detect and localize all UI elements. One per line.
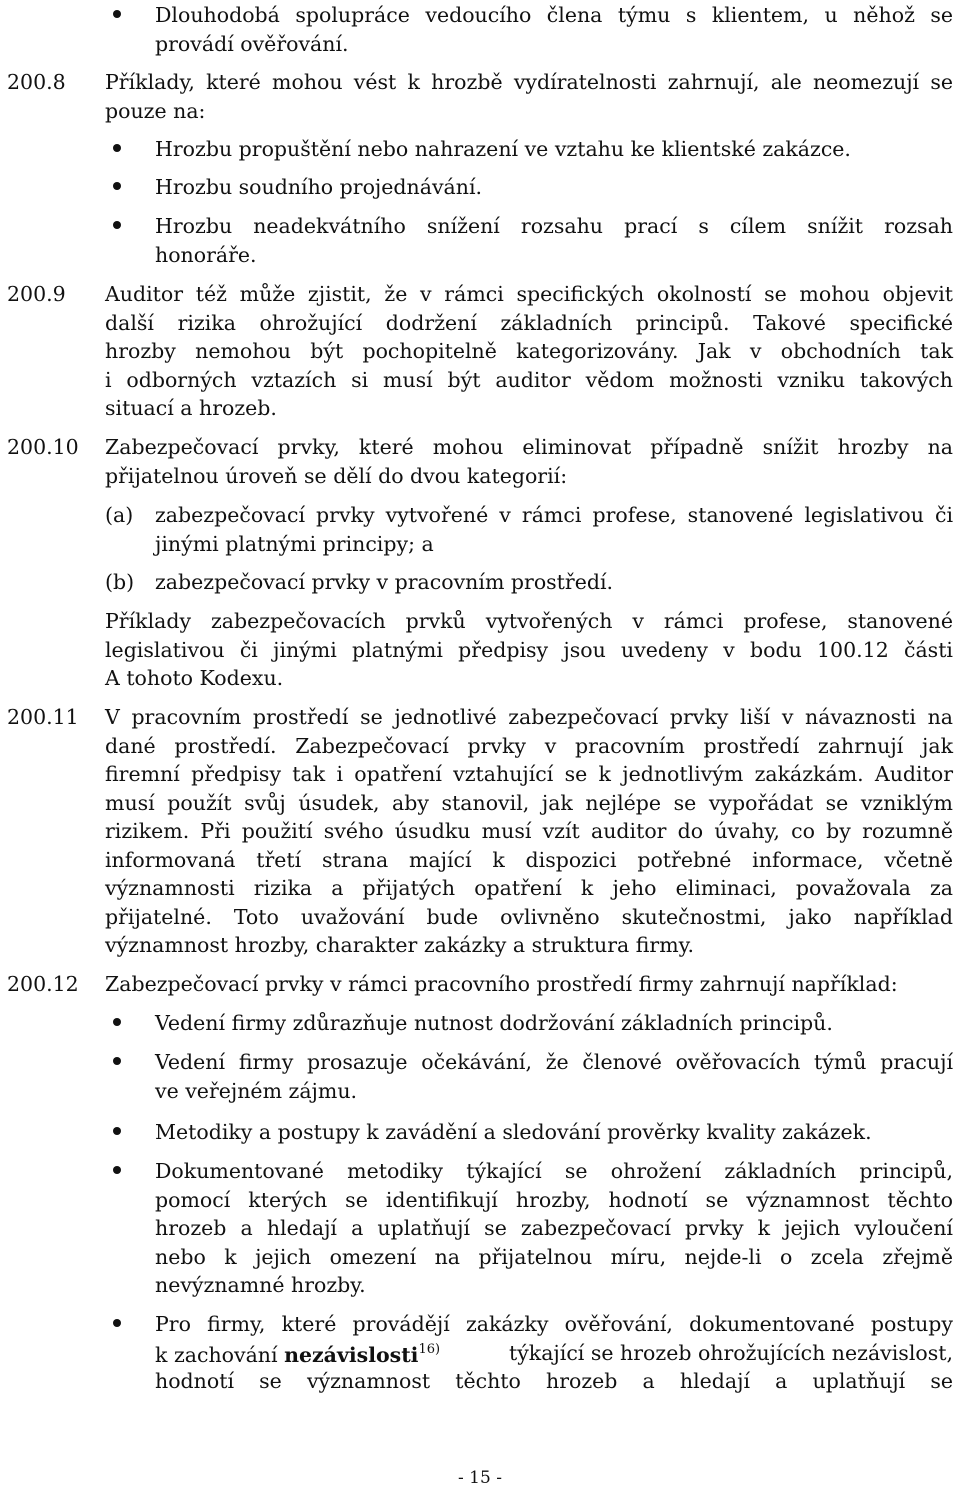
- section-number: 200.9: [7, 282, 66, 306]
- list-item-text: Hrozbu propuštění nebo nahrazení ve vztahu ke klientské zakázce.: [155, 137, 851, 161]
- bullet-marker: [113, 1057, 121, 1065]
- list-item-label: (a): [105, 503, 134, 527]
- paragraph-line: Příklady, které mohou vést k hrozbě vydíratelnosti zahrnují, ale neomezují se: [105, 70, 953, 94]
- paragraph-line: musí použít svůj úsudek, aby stanovil, jak nejlépe se vypořádat se vzniklým: [105, 791, 953, 815]
- text-run: týkající se hrozeb ohrožujících nezávislost,: [508, 1341, 953, 1365]
- paragraph-line: významnost hrozby, charakter zakázky a struktura firmy.: [105, 933, 695, 957]
- bullet-marker: [113, 1166, 121, 1174]
- paragraph-line: A tohoto Kodexu.: [105, 666, 284, 690]
- list-item-text: nebo k jejich omezení na přijatelnou míru, nejde-li o zcela zřejmě: [155, 1245, 953, 1269]
- list-item-text: zabezpečovací prvky v pracovním prostředí.: [155, 570, 614, 594]
- list-item-text: pomocí kterých se identifikují hrozby, hodnotí se významnost těchto: [155, 1188, 953, 1212]
- list-item-text: nevýznamné hrozby.: [155, 1273, 366, 1297]
- bullet-marker: [113, 1018, 121, 1026]
- text-run: k zachování: [155, 1343, 285, 1367]
- paragraph-line: Příklady zabezpečovacích prvků vytvořených v rámci profese, stanovené: [105, 609, 953, 633]
- footnote-ref: 16): [418, 1342, 441, 1357]
- list-item-text: ve veřejném zájmu.: [155, 1079, 358, 1103]
- list-item-text: hodnotí se významnost těchto hrozeb a hledají a uplatňují se: [155, 1369, 953, 1393]
- bullet-marker: [113, 221, 121, 229]
- list-item-text: Dlouhodobá spolupráce vedoucího člena týmu s klientem, u něhož se: [155, 3, 953, 27]
- list-item-text: hrozeb a hledají a uplatňují se zabezpečovací prvky k jejich vyloučení: [155, 1216, 953, 1240]
- paragraph-line: Zabezpečovací prvky, které mohou eliminovat případně snížit hrozby na: [105, 435, 953, 459]
- list-item-text: Hrozbu neadekvátního snížení rozsahu prací s cílem snížit rozsah: [155, 214, 953, 238]
- page-number: - 15 -: [458, 1468, 502, 1488]
- list-item-label: (b): [105, 570, 135, 594]
- paragraph-line: pouze na:: [105, 99, 206, 123]
- list-item-text: Dokumentované metodiky týkající se ohrožení základních principů,: [155, 1159, 953, 1183]
- paragraph-line: legislativou či jinými platnými předpisy jsou uvedeny v bodu 100.12 části: [105, 638, 953, 662]
- paragraph-line: významnosti rizika a přijatých opatření k jeho eliminaci, považovala za: [105, 876, 953, 900]
- section-number: 200.10: [7, 435, 79, 459]
- list-item-text: zabezpečovací prvky vytvořené v rámci profese, stanovené legislativou či: [155, 503, 953, 527]
- bullet-marker: [113, 1127, 121, 1135]
- paragraph-line: přijatelnou úroveň se dělí do dvou kategorií:: [105, 464, 568, 488]
- list-item-text: Vedení firmy prosazuje očekávání, že členové ověřovacích týmů pracují: [155, 1050, 953, 1074]
- paragraph-line: další rizika ohrožující dodržení základních principů. Takové specifické: [105, 311, 953, 335]
- list-item-text: provádí ověřování.: [155, 32, 349, 56]
- paragraph-line: rizikem. Při použití svého úsudku musí vzít auditor do úvahy, co by rozumně: [105, 819, 953, 843]
- bullet-marker: [113, 10, 121, 18]
- paragraph-line: informovaná třetí strana mající k dispozici potřebné informace, včetně: [105, 848, 953, 872]
- bullet-marker: [113, 144, 121, 152]
- paragraph-line: Auditor též může zjistit, že v rámci specifických okolností se mohou objevit: [105, 282, 953, 306]
- paragraph-line: situací a hrozeb.: [105, 396, 277, 420]
- list-item-text: Hrozbu soudního projednávání.: [155, 175, 483, 199]
- paragraph-line: dané prostředí. Zabezpečovací prvky v pracovním prostředí zahrnují jak: [105, 734, 953, 758]
- paragraph-line: firemní předpisy tak i opatření vztahující se k jednotlivým zakázkám. Auditor: [105, 762, 953, 786]
- paragraph-line: přijatelné. Toto uvažování bude ovlivněno skutečnostmi, jako například: [105, 905, 953, 929]
- section-number: 200.11: [7, 705, 79, 729]
- list-item-text: honoráře.: [155, 243, 257, 267]
- list-item-text: jinými platnými principy; a: [155, 532, 434, 556]
- text-run: [155, 1343, 440, 1366]
- bold-term: nezávislosti: [284, 1343, 419, 1367]
- list-item-text: [155, 1343, 953, 1366]
- paragraph-line: i odborných vztazích si musí být auditor vědom možnosti vzniku takových: [105, 368, 953, 392]
- paragraph-line: hrozby nemohou být pochopitelně kategorizovány. Jak v obchodních tak: [105, 339, 953, 363]
- bullet-marker: [113, 1319, 121, 1327]
- list-item-text: Vedení firmy zdůrazňuje nutnost dodržování základních principů.: [155, 1011, 833, 1035]
- bullet-marker: [113, 182, 121, 190]
- section-number: 200.12: [7, 972, 79, 996]
- paragraph-line: V pracovním prostředí se jednotlivé zabezpečovací prvky liší v návaznosti na: [105, 705, 953, 729]
- list-item-text: Pro firmy, které provádějí zakázky ověřování, dokumentované postupy: [155, 1312, 953, 1336]
- paragraph-line: Zabezpečovací prvky v rámci pracovního prostředí firmy zahrnují například:: [105, 972, 898, 996]
- list-item-text: Metodiky a postupy k zavádění a sledování prověrky kvality zakázek.: [155, 1120, 872, 1144]
- section-number: 200.8: [7, 70, 66, 94]
